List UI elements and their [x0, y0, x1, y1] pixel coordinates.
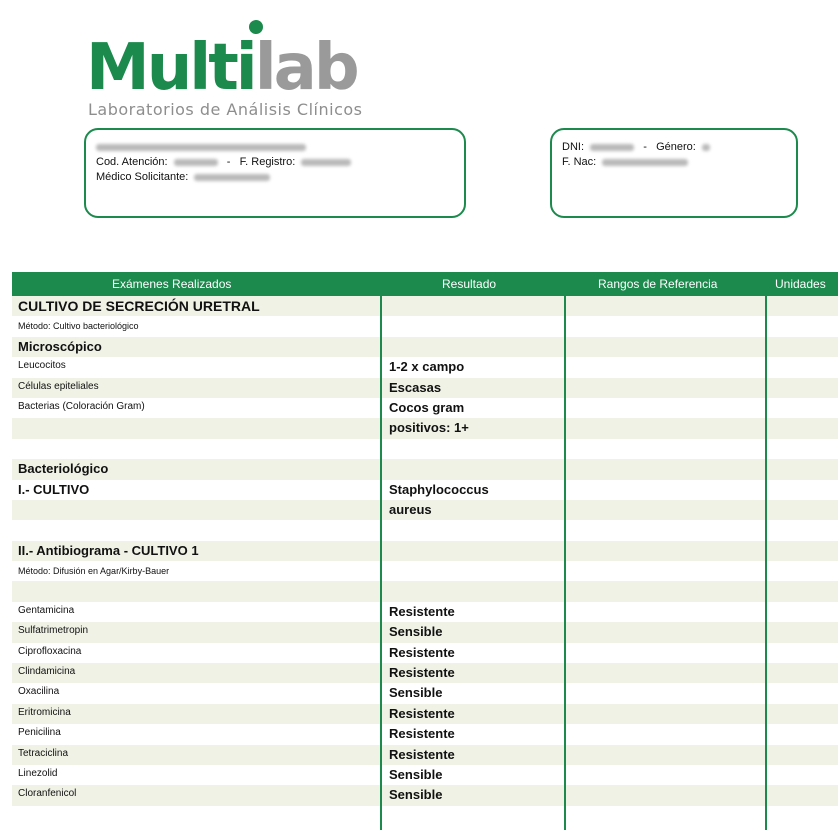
exam-name: Células epiteliales — [18, 380, 99, 392]
exam-result: 1-2 x campo — [389, 359, 465, 375]
exam-name: Ciprofloxacina — [18, 645, 82, 657]
exam-result: Sensible — [389, 766, 443, 782]
table-row — [12, 500, 838, 520]
header-unidades: Unidades — [775, 277, 826, 291]
table-row — [12, 439, 838, 459]
patient-id-box — [550, 128, 798, 218]
exam-name: Bacteriológico — [18, 461, 109, 477]
logo-subtitle: Laboratorios de Análisis Clínicos — [88, 100, 363, 119]
table-row — [12, 622, 838, 642]
attention-line — [96, 155, 351, 170]
column-divider — [765, 296, 767, 830]
exam-result: Resistente — [389, 746, 455, 762]
table-row — [12, 561, 838, 581]
table-row — [12, 480, 838, 500]
redacted-cod-atencion — [174, 159, 218, 166]
exam-name: Sulfatrimetropin — [18, 625, 89, 637]
exam-name: Penicilina — [18, 727, 61, 739]
table-row — [12, 378, 838, 398]
table-row — [12, 643, 838, 663]
medico-label: Médico Solicitante: — [96, 171, 189, 183]
exam-name: II.- Antibiograma - CULTIVO 1 — [18, 542, 199, 558]
results-table-header — [12, 272, 838, 296]
exam-result: Sensible — [389, 624, 443, 640]
patient-name — [96, 140, 351, 155]
table-row — [12, 459, 838, 479]
table-row — [12, 663, 838, 683]
lab-logo — [86, 14, 386, 124]
exam-name: Clindamicina — [18, 666, 76, 678]
exam-name: Microscópico — [18, 338, 102, 354]
exam-result: Resistente — [389, 665, 455, 681]
exam-result: Escasas — [389, 379, 442, 395]
table-row — [12, 704, 838, 724]
table-row — [12, 357, 838, 377]
results-table-body — [12, 296, 838, 806]
exam-name: Tetraciclina — [18, 747, 69, 759]
medico-line — [96, 170, 351, 185]
exam-result: Resistente — [389, 644, 455, 660]
table-row — [12, 785, 838, 805]
exam-name: Método: Cultivo bacteriológico — [18, 321, 139, 332]
exam-name: Método: Difusión en Agar/Kirby-Bauer — [18, 566, 170, 577]
exam-result: Sensible — [389, 787, 443, 803]
exam-name: CULTIVO DE SECRECIÓN URETRAL — [18, 298, 260, 314]
redacted-registro-date — [301, 159, 351, 166]
table-row — [12, 520, 838, 540]
separator: - — [226, 156, 231, 168]
exam-result: aureus — [389, 501, 432, 517]
exam-name: Cloranfenicol — [18, 788, 77, 800]
exam-result: Sensible — [389, 685, 443, 701]
dni-label: DNI: — [562, 141, 584, 153]
exam-result: Resistente — [389, 705, 455, 721]
exam-result: positivos: 1+ — [389, 420, 469, 436]
table-row — [12, 418, 838, 438]
column-divider — [380, 296, 382, 830]
exam-name: Oxacilina — [18, 686, 60, 698]
registro-label: F. Registro: — [239, 156, 296, 168]
table-row — [12, 724, 838, 744]
redacted-genero — [702, 144, 710, 151]
genero-label: Género: — [656, 141, 696, 153]
header-examenes: Exámenes Realizados — [112, 277, 232, 291]
table-row — [12, 337, 838, 357]
column-divider — [564, 296, 566, 830]
table-row — [12, 602, 838, 622]
redacted-patient-name — [96, 144, 306, 151]
table-row — [12, 398, 838, 418]
table-row — [12, 745, 838, 765]
table-row — [12, 765, 838, 785]
exam-result: Staphylococcus — [389, 481, 489, 497]
exam-result: Cocos gram — [389, 399, 465, 415]
exam-name: Bacterias (Coloración Gram) — [18, 400, 145, 412]
header-resultado: Resultado — [442, 277, 497, 291]
dni-line — [562, 140, 710, 155]
exam-result: Resistente — [389, 603, 455, 619]
table-row — [12, 316, 838, 336]
separator: - — [643, 141, 647, 153]
nac-line — [562, 155, 710, 170]
exam-name: I.- CULTIVO — [18, 481, 90, 497]
logo-wordmark: Multilab — [86, 31, 357, 105]
nac-label: F. Nac: — [562, 156, 597, 168]
redacted-birthdate — [602, 159, 688, 166]
exam-name: Eritromicina — [18, 706, 71, 718]
table-row — [12, 683, 838, 703]
exam-name: Leucocitos — [18, 360, 66, 372]
patient-info-box — [84, 128, 466, 218]
exam-result: Resistente — [389, 726, 455, 742]
table-row — [12, 296, 838, 316]
exam-name: Gentamicina — [18, 604, 75, 616]
redacted-dni — [590, 144, 634, 151]
redacted-medico — [194, 174, 270, 181]
header-rangos: Rangos de Referencia — [598, 277, 718, 291]
cod-atencion-label: Cod. Atención: — [96, 156, 168, 168]
exam-name: Linezolid — [18, 767, 58, 779]
table-row — [12, 581, 838, 601]
table-row — [12, 541, 838, 561]
